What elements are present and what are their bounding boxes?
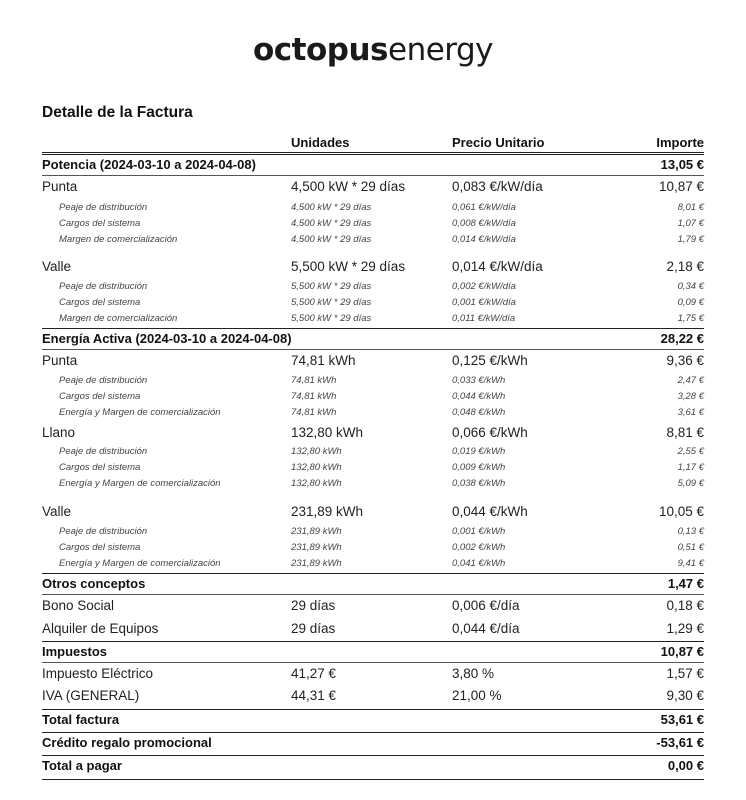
sub-amount: 3,61 € (677, 407, 704, 418)
sub-units: 4,500 kW * 29 días (291, 234, 372, 245)
sub-units: 5,500 kW * 29 días (291, 281, 372, 292)
sub-price: 0,033 €/kWh (452, 375, 506, 386)
item-label: Punta (42, 179, 78, 194)
sub-units: 74,81 kWh (291, 391, 337, 402)
section-potencia (42, 154, 704, 176)
sub-units: 132,80 kWh (291, 478, 342, 489)
sub-label: Cargos del sistema (59, 462, 141, 473)
sub-item (42, 476, 704, 492)
item-amount: 9,30 € (666, 688, 704, 703)
sub-item (42, 540, 704, 556)
sub-label: Peaje de distribución (59, 281, 148, 292)
item-label: Impuesto Eléctrico (42, 666, 154, 681)
line-item (42, 620, 704, 640)
sub-price: 0,001 €/kW/día (452, 297, 516, 308)
sub-label: Cargos del sistema (59, 297, 141, 308)
bottom-rule (42, 779, 704, 780)
sub-label: Peaje de distribución (59, 375, 148, 386)
item-amount: 0,18 € (666, 598, 704, 613)
sub-label: Energía y Margen de comercialización (59, 407, 221, 418)
sub-label: Cargos del sistema (59, 542, 141, 553)
line-item (42, 352, 704, 372)
octopus-energy-logo (0, 32, 746, 68)
section-label: Potencia (2024-03-10 a 2024-04-08) (42, 157, 256, 172)
total-amount: -53,61 € (656, 735, 704, 750)
item-units: 44,31 € (291, 688, 337, 703)
sub-units: 4,500 kW * 29 días (291, 218, 372, 229)
total-amount: 0,00 € (667, 758, 704, 773)
sub-price: 0,041 €/kWh (452, 558, 506, 569)
total-factura-row (42, 709, 704, 730)
sub-item (42, 556, 704, 572)
section-total: 28,22 € (660, 331, 704, 346)
logo-light: energy (388, 32, 494, 68)
item-label: Punta (42, 353, 78, 368)
item-units: 74,81 kWh (291, 353, 356, 368)
sub-units: 132,80 kWh (291, 462, 342, 473)
sub-amount: 2,47 € (677, 375, 704, 386)
sub-price: 0,009 €/kWh (452, 462, 506, 473)
sub-item (42, 405, 704, 421)
sub-amount: 0,34 € (677, 281, 704, 292)
sub-price: 0,014 €/kW/día (452, 234, 516, 245)
item-amount: 1,57 € (666, 666, 704, 681)
sub-units: 5,500 kW * 29 días (291, 297, 372, 308)
credito-regalo-row (42, 732, 704, 753)
sub-amount: 5,09 € (677, 478, 704, 489)
sub-units: 74,81 kWh (291, 407, 337, 418)
item-label: Valle (42, 504, 72, 519)
sub-amount: 1,79 € (677, 234, 704, 245)
sub-item (42, 200, 704, 216)
sub-label: Cargos del sistema (59, 218, 141, 229)
sub-price: 0,002 €/kW/día (452, 281, 516, 292)
item-units: 4,500 kW * 29 días (291, 179, 406, 194)
line-item (42, 597, 704, 617)
sub-item (42, 295, 704, 311)
line-item (42, 258, 704, 278)
line-item (42, 665, 704, 685)
item-label: Llano (42, 425, 76, 440)
sub-units: 132,80 kWh (291, 446, 342, 457)
section-total: 1,47 € (667, 576, 704, 591)
sub-price: 0,011 €/kW/día (452, 313, 516, 324)
sub-units: 4,500 kW * 29 días (291, 202, 372, 213)
line-item (42, 424, 704, 444)
section-label: Impuestos (42, 644, 108, 659)
sub-price: 0,048 €/kWh (452, 407, 506, 418)
logo-bold: octopus (252, 32, 388, 68)
section-total: 10,87 € (660, 644, 704, 659)
item-price: 0,014 €/kW/día (452, 259, 543, 274)
table-header (42, 134, 704, 153)
page-title: Detalle de la Factura (42, 104, 193, 121)
sub-item (42, 524, 704, 540)
item-price: 0,125 €/kWh (452, 353, 528, 368)
item-label: Alquiler de Equipos (42, 621, 159, 636)
item-units: 5,500 kW * 29 días (291, 259, 406, 274)
item-units: 29 días (291, 621, 336, 636)
sub-item (42, 279, 704, 295)
sub-item (42, 373, 704, 389)
sub-amount: 1,17 € (677, 462, 704, 473)
sub-item (42, 444, 704, 460)
section-energia-activa (42, 328, 704, 350)
line-item (42, 178, 704, 198)
item-units: 231,89 kWh (291, 504, 364, 519)
item-amount: 8,81 € (666, 425, 704, 440)
sub-item (42, 311, 704, 327)
item-price: 0,066 €/kWh (452, 425, 528, 440)
section-label: Otros conceptos (42, 576, 146, 591)
total-a-pagar-row (42, 755, 704, 776)
sub-units: 74,81 kWh (291, 375, 337, 386)
total-label: Crédito regalo promocional (42, 735, 212, 750)
item-units: 132,80 kWh (291, 425, 364, 440)
sub-label: Energía y Margen de comercialización (59, 558, 221, 569)
item-label: IVA (GENERAL) (42, 688, 140, 703)
item-price: 3,80 % (452, 666, 495, 681)
item-price: 0,006 €/día (452, 598, 520, 613)
total-label: Total a pagar (42, 758, 122, 773)
total-label: Total factura (42, 712, 120, 727)
sub-label: Margen de comercialización (59, 313, 178, 324)
sub-price: 0,044 €/kWh (452, 391, 506, 402)
item-amount: 10,05 € (658, 504, 704, 519)
sub-item (42, 232, 704, 248)
sub-amount: 0,13 € (677, 526, 704, 537)
sub-amount: 0,51 € (677, 542, 704, 553)
header-units: Unidades (291, 135, 350, 150)
item-amount: 2,18 € (666, 259, 704, 274)
sub-item (42, 460, 704, 476)
sub-label: Peaje de distribución (59, 526, 148, 537)
sub-price: 0,008 €/kW/día (452, 218, 516, 229)
item-units: 41,27 € (291, 666, 337, 681)
sub-amount: 1,75 € (677, 313, 704, 324)
sub-amount: 9,41 € (677, 558, 704, 569)
sub-label: Peaje de distribución (59, 202, 148, 213)
item-price: 0,044 €/kWh (452, 504, 528, 519)
section-impuestos (42, 641, 704, 663)
sub-amount: 3,28 € (677, 391, 704, 402)
item-amount: 9,36 € (666, 353, 704, 368)
sub-price: 0,002 €/kWh (452, 542, 506, 553)
sub-label: Energía y Margen de comercialización (59, 478, 221, 489)
line-item (42, 687, 704, 707)
sub-amount: 8,01 € (677, 202, 704, 213)
sub-units: 231,89 kWh (291, 526, 342, 537)
section-otros-conceptos (42, 573, 704, 595)
item-amount: 10,87 € (658, 179, 704, 194)
item-price: 0,083 €/kW/día (452, 179, 543, 194)
sub-price: 0,061 €/kW/día (452, 202, 516, 213)
item-price: 0,044 €/día (452, 621, 520, 636)
header-amount: Importe (656, 135, 704, 150)
section-total: 13,05 € (660, 157, 704, 172)
sub-label: Cargos del sistema (59, 391, 141, 402)
sub-price: 0,038 €/kWh (452, 478, 506, 489)
sub-units: 5,500 kW * 29 días (291, 313, 372, 324)
line-item (42, 503, 704, 523)
item-amount: 1,29 € (666, 621, 704, 636)
item-price: 21,00 % (452, 688, 502, 703)
sub-item (42, 216, 704, 232)
item-label: Valle (42, 259, 72, 274)
sub-amount: 0,09 € (677, 297, 704, 308)
section-label: Energía Activa (2024-03-10 a 2024-04-08) (42, 331, 292, 346)
sub-label: Peaje de distribución (59, 446, 148, 457)
sub-units: 231,89 kWh (291, 558, 342, 569)
sub-amount: 1,07 € (677, 218, 704, 229)
total-amount: 53,61 € (660, 712, 704, 727)
sub-amount: 2,55 € (677, 446, 704, 457)
item-units: 29 días (291, 598, 336, 613)
sub-item (42, 389, 704, 405)
header-unit-price: Precio Unitario (452, 135, 545, 150)
sub-label: Margen de comercialización (59, 234, 178, 245)
sub-price: 0,001 €/kWh (452, 526, 506, 537)
item-label: Bono Social (42, 598, 115, 613)
sub-price: 0,019 €/kWh (452, 446, 506, 457)
sub-units: 231,89 kWh (291, 542, 342, 553)
